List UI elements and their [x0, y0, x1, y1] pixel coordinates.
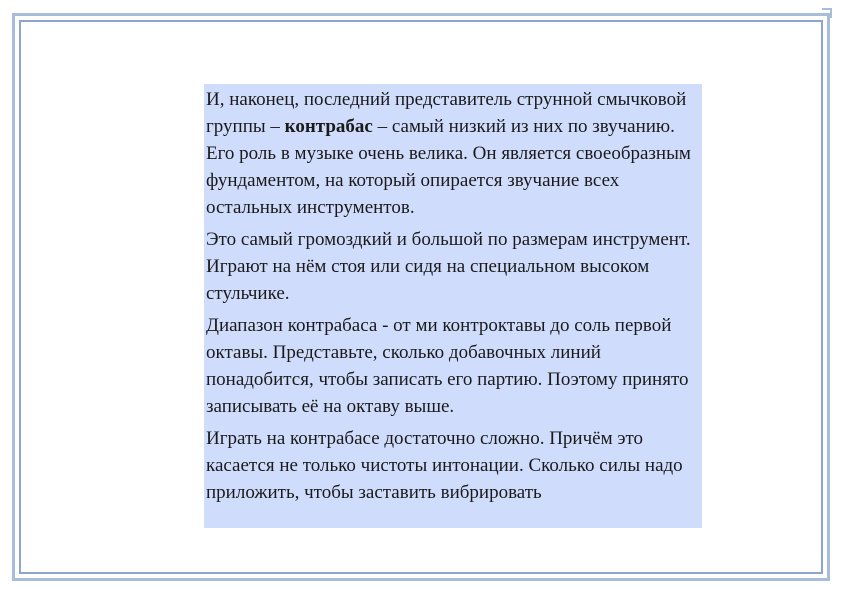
text-box [204, 84, 702, 528]
paragraph-1-text-start: И, наконец, последний представитель струнной смычковой группы – [206, 89, 687, 137]
paragraph-1-text-end: – самый низкий из них по звучанию. Его роль в музыке очень велика. Он является своеобразным фундаментом, на который опирается звучание всех остальных инструментов. [206, 116, 691, 218]
paragraph-1 [206, 86, 702, 221]
paragraph-2: Это самый громоздкий и большой по размерам инструмент. Играют на нём стоя или сидя на специальном высоком стульчике. [206, 229, 691, 304]
paragraph-4: Играть на контрабасе достаточно сложно. Причём это касается не только чистоты интонации. Сколько силы надо приложить, чтобы заставить вибрировать [206, 428, 683, 503]
paragraph-3: Диапазон контрабаса - от ми контроктавы до соль первой октавы. Представьте, сколько добавочных линий понадобится, чтобы записать его партию. Поэтому принято записывать её на октаву выше. [206, 315, 689, 417]
corner-decoration [822, 8, 832, 18]
paragraph-1-bold-term: контрабас [284, 116, 373, 137]
